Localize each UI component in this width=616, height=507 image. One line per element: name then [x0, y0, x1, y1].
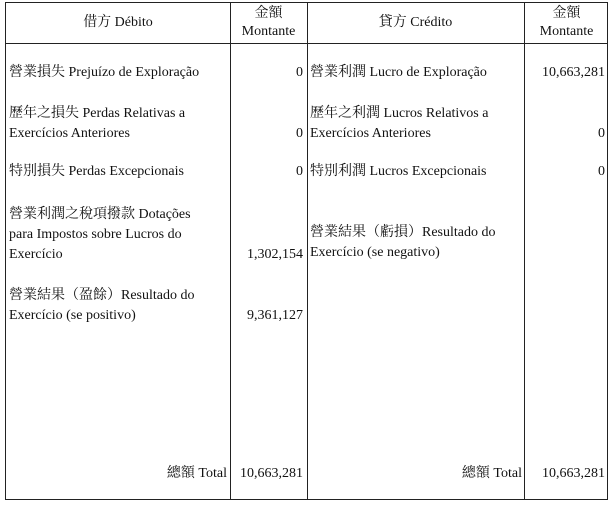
debit-row-positive-result: [9, 286, 229, 326]
debit-row-tax-provision: [9, 205, 229, 265]
credit-amount-extraordinary-profits: 0: [598, 164, 605, 179]
credit-total-label: 總額 Total: [461, 466, 522, 481]
credit-row-operating-profit: [310, 63, 523, 83]
amount-header-cn: 金額: [254, 6, 283, 21]
financial-statement-table: [5, 2, 608, 500]
credit-row-prior-profits: [310, 104, 523, 144]
credit-header: [307, 3, 524, 43]
row-label-line: 營業結果（虧損）Resultado do: [310, 225, 496, 240]
row-label-line: Exercício: [9, 247, 63, 262]
debit-amount-extraordinary-losses: 0: [296, 164, 303, 179]
debit-total-amount: 10,663,281: [240, 466, 303, 481]
debit-total-label: 總額 Total: [166, 466, 227, 481]
debit-amount-operating-loss: 0: [296, 65, 303, 80]
debit-row-operating-loss: [9, 63, 229, 83]
debit-amount-prior-losses: 0: [296, 126, 303, 141]
row-label-line: 歷年之利潤 Lucros Relativos a: [310, 106, 489, 121]
debit-header-label: 借方 Débito: [83, 15, 153, 30]
credit-row-extraordinary-profits: [310, 162, 523, 182]
row-label-line: 營業損失 Prejuízo de Exploração: [9, 65, 200, 80]
row-label-line: Exercícios Anteriores: [9, 126, 130, 141]
row-label-line: 特別利潤 Lucros Excepcionais: [310, 164, 487, 179]
credit-amount-prior-profits: 0: [598, 126, 605, 141]
row-label-line: 歷年之損失 Perdas Relativas a: [9, 106, 186, 121]
row-label-line: 營業利潤之稅項撥款 Dotações: [9, 207, 191, 222]
row-label-line: 特別損失 Perdas Excepcionais: [9, 164, 184, 179]
row-label-line: para Impostos sobre Lucros do: [9, 227, 182, 242]
amount-header-pt: Montante: [241, 24, 296, 39]
debit-header: [6, 3, 230, 43]
credit-amount-header: [524, 3, 609, 43]
debit-row-prior-losses: [9, 104, 229, 144]
row-label-line: 營業結果（盈餘）Resultado do: [9, 288, 195, 303]
amount-header-pt: Montante: [539, 24, 594, 39]
credit-header-label: 貸方 Crédito: [378, 15, 453, 30]
column-divider: [307, 3, 308, 499]
debit-amount-tax-provision: 1,302,154: [247, 247, 303, 262]
debit-amount-positive-result: 9,361,127: [247, 308, 303, 323]
row-label-line: Exercício (se negativo): [310, 245, 440, 260]
credit-amount-operating-profit: 10,663,281: [542, 65, 605, 80]
row-label-line: Exercício (se positivo): [9, 308, 136, 323]
row-label-line: 營業利潤 Lucro de Exploração: [310, 65, 487, 80]
amount-header-cn: 金額: [552, 6, 581, 21]
credit-total-amount: 10,663,281: [542, 466, 605, 481]
header-divider: [6, 43, 607, 44]
debit-amount-header: [230, 3, 307, 43]
debit-row-extraordinary-losses: [9, 162, 229, 182]
credit-row-negative-result: [310, 223, 523, 263]
row-label-line: Exercícios Anteriores: [310, 126, 431, 141]
